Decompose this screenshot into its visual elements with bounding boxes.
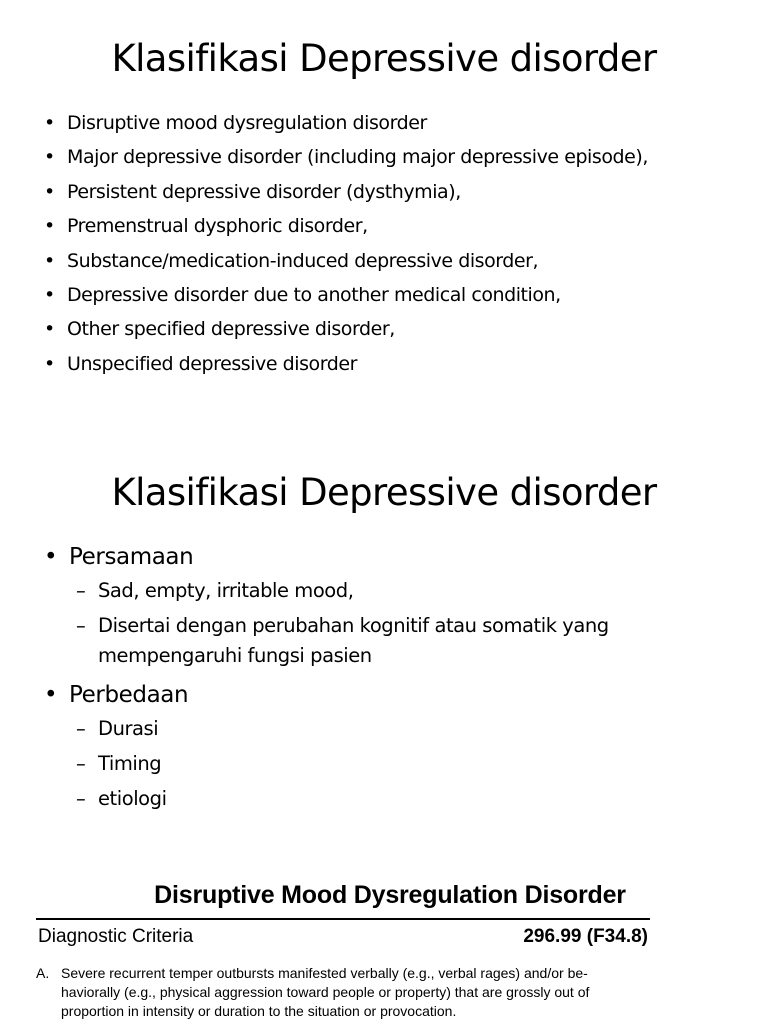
list-item-text: Sad, empty, irritable mood, bbox=[98, 579, 354, 602]
list-item bbox=[44, 784, 188, 814]
list-item-text: Substance/medication-induced depressive disorder, bbox=[67, 249, 539, 272]
list-item bbox=[44, 209, 648, 243]
bullet-icon: • bbox=[44, 284, 55, 307]
perbedaan-list bbox=[44, 714, 188, 814]
list-item-text-continuation: mempengaruhi fungsi pasien bbox=[98, 644, 372, 667]
list-item bbox=[44, 106, 648, 140]
dash-icon: – bbox=[76, 787, 86, 810]
list-item-text: Major depressive disorder (including major depressive episode), bbox=[67, 146, 648, 169]
dsm-criteria-excerpt bbox=[0, 860, 768, 1024]
list-item bbox=[44, 244, 648, 278]
list-item bbox=[44, 175, 648, 209]
list-item-text: etiologi bbox=[98, 787, 167, 810]
bullet-icon: • bbox=[44, 352, 55, 375]
bullet-icon: • bbox=[44, 180, 55, 203]
slide-title: Klasifikasi Depressive disorder bbox=[111, 37, 657, 80]
bullet-icon: • bbox=[44, 146, 55, 169]
dash-icon: – bbox=[76, 752, 86, 775]
list-item bbox=[44, 714, 188, 744]
bullet-icon: • bbox=[44, 318, 55, 341]
criterion-line: haviorally (e.g., physical aggression toward people or property) that are grossly out of bbox=[61, 984, 590, 1000]
perbedaan-label: Perbedaan bbox=[69, 682, 189, 708]
list-item-text: Persistent depressive disorder (dysthymia), bbox=[67, 180, 461, 203]
bullet-icon: • bbox=[44, 544, 58, 570]
list-item-text: Timing bbox=[98, 752, 162, 775]
list-item bbox=[44, 576, 609, 606]
diagnosis-code: 296.99 (F34.8) bbox=[523, 926, 648, 947]
list-item bbox=[44, 312, 648, 346]
list-item-text: Disruptive mood dysregulation disorder bbox=[67, 112, 427, 134]
list-item-text: Depressive disorder due to another medical condition, bbox=[67, 284, 561, 307]
slide-classification-list bbox=[0, 0, 768, 430]
list-item-text: Disertai dengan perubahan kognitif atau somatik yang bbox=[98, 614, 609, 637]
disorder-list bbox=[44, 106, 648, 381]
criteria-header-row bbox=[38, 924, 648, 950]
list-item bbox=[44, 749, 188, 779]
list-item bbox=[44, 611, 609, 671]
perbedaan-section bbox=[44, 680, 188, 819]
criterion-line: proportion in intensity or duration to the situation or provocation. bbox=[61, 1003, 457, 1019]
persamaan-section bbox=[44, 542, 609, 676]
dash-icon: – bbox=[76, 614, 86, 637]
list-item-text: Other specified depressive disorder, bbox=[67, 318, 395, 341]
persamaan-label: Persamaan bbox=[69, 544, 194, 570]
dash-icon: – bbox=[76, 717, 86, 740]
list-item-text: Unspecified depressive disorder bbox=[67, 352, 357, 375]
bullet-icon: • bbox=[44, 112, 55, 134]
slide-title: Klasifikasi Depressive disorder bbox=[111, 471, 657, 514]
criteria-label: Diagnostic Criteria bbox=[38, 926, 194, 947]
persamaan-heading bbox=[44, 542, 609, 572]
dash-icon: – bbox=[76, 579, 86, 602]
criterion-line: Severe recurrent temper outbursts manifested verbally (e.g., verbal rages) and/or be- bbox=[61, 965, 588, 981]
list-item bbox=[44, 278, 648, 312]
criterion-letter: A. bbox=[36, 965, 50, 981]
bullet-icon: • bbox=[44, 249, 55, 272]
list-item-text: Premenstrual dysphoric disorder, bbox=[67, 215, 368, 238]
list-item bbox=[44, 347, 648, 381]
dsm-title: Disruptive Mood Dysregulation Disorder bbox=[154, 881, 626, 909]
slide-similarities-differences bbox=[0, 430, 768, 860]
bullet-icon: • bbox=[44, 682, 58, 708]
criterion-a bbox=[36, 964, 654, 1021]
persamaan-list bbox=[44, 576, 609, 671]
bullet-icon: • bbox=[44, 215, 55, 238]
title-divider bbox=[36, 918, 650, 920]
perbedaan-heading bbox=[44, 680, 188, 710]
list-item-text: Durasi bbox=[98, 717, 159, 740]
list-item bbox=[44, 140, 648, 174]
